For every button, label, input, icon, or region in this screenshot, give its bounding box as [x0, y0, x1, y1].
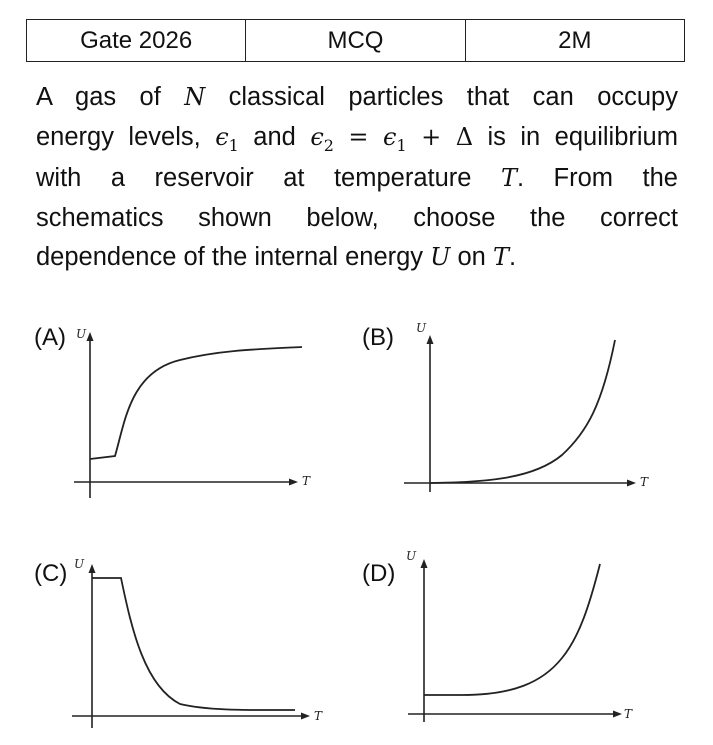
x-axis-label: T — [314, 709, 323, 723]
text-fragment: . — [508, 243, 517, 271]
x-axis-arrow-icon — [301, 713, 310, 720]
text-fragment: is in equilibrium — [487, 122, 678, 151]
x-axis-label: T — [624, 707, 633, 721]
exam-name-cell: Gate 2026 — [27, 20, 246, 61]
question-header-table — [26, 19, 685, 62]
question-line-2 — [36, 118, 678, 160]
option-d-plot[interactable] — [402, 548, 662, 728]
x-axis-arrow-icon — [289, 479, 298, 486]
math-plus: + — [421, 122, 442, 151]
y-axis-label: U — [406, 549, 417, 563]
option-d-label[interactable]: (D) — [362, 560, 396, 587]
marks-cell: 2M — [558, 26, 592, 54]
text-fragment: energy levels, — [36, 122, 201, 151]
text-fragment: A gas of — [36, 83, 161, 111]
y-axis-arrow-icon — [421, 559, 428, 568]
math-N: N — [184, 83, 206, 111]
y-axis-label: U — [76, 327, 87, 341]
option-a-plot[interactable] — [70, 322, 320, 502]
saturating-rise-curve-icon — [90, 347, 302, 459]
math-epsilon-1: $\epsilon_1$ — [215, 122, 239, 155]
question-text — [36, 78, 678, 278]
increasing-from-offset-curve-icon — [424, 564, 600, 695]
x-axis-label: T — [640, 475, 649, 489]
text-fragment: dependence of the internal energy — [36, 243, 424, 271]
question-line-5 — [36, 238, 678, 278]
decaying-curve-icon — [92, 578, 295, 710]
math-delta: Δ — [455, 122, 474, 151]
math-epsilon-2: $\epsilon_2$ — [310, 122, 334, 155]
x-axis-arrow-icon — [613, 711, 622, 718]
math-equals: = — [348, 122, 369, 151]
y-axis-arrow-icon — [87, 332, 94, 341]
text-fragment: . From the — [516, 164, 678, 192]
y-axis-label: U — [74, 557, 85, 571]
option-b-label[interactable]: (B) — [362, 324, 394, 351]
text-fragment: classical particles that can occupy — [228, 83, 678, 111]
question-type-cell: MCQ — [246, 20, 465, 61]
math-epsilon-1b: $\epsilon_1$ — [383, 122, 407, 155]
option-a-label[interactable]: (A) — [34, 324, 66, 351]
math-U: U — [430, 243, 451, 271]
text-fragment: on — [457, 243, 486, 271]
increasing-from-zero-curve-icon — [430, 340, 615, 483]
y-axis-arrow-icon — [427, 335, 434, 344]
x-axis-label: T — [302, 474, 311, 488]
x-axis-arrow-icon — [627, 480, 636, 487]
question-line-1 — [36, 78, 678, 118]
math-T: T — [500, 164, 517, 192]
question-line-4: schematics shown below, choose the correct — [36, 203, 678, 232]
option-c-label[interactable]: (C) — [34, 560, 68, 587]
option-b-plot[interactable] — [402, 320, 662, 500]
math-T: T — [492, 243, 509, 271]
question-line-3 — [36, 159, 678, 199]
text-fragment: with a reservoir at temperature — [36, 164, 472, 192]
y-axis-arrow-icon — [89, 564, 96, 573]
text-fragment: and — [253, 122, 296, 151]
y-axis-label: U — [416, 321, 427, 335]
option-c-plot[interactable] — [70, 556, 330, 736]
